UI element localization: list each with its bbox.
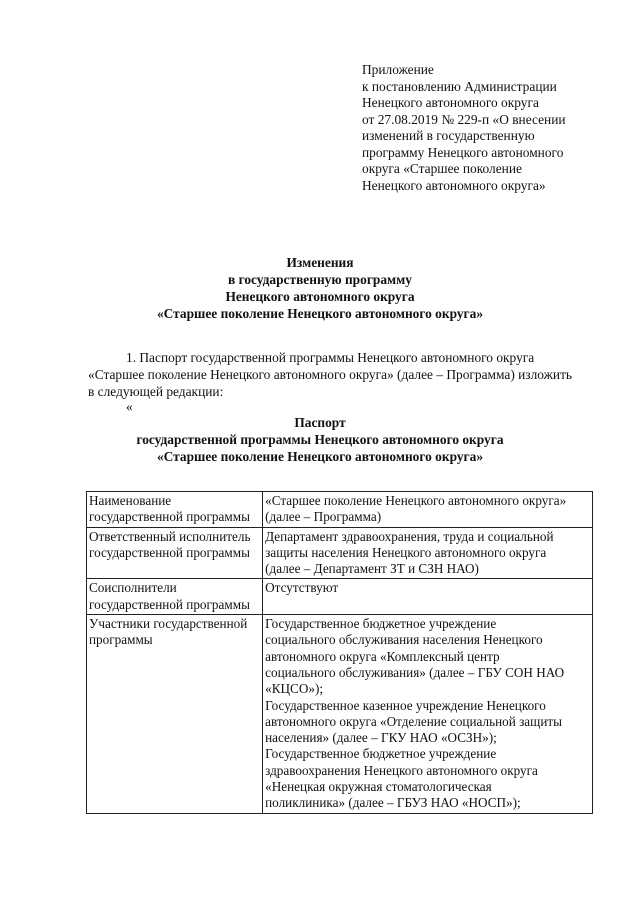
value-line: Департамент здравоохранения, труда и социальной — [265, 528, 554, 544]
title-line: в государственную программу — [228, 272, 412, 287]
title-line: «Старшее поколение Ненецкого автономного округа» — [156, 306, 484, 321]
intro-paragraph — [88, 349, 591, 400]
document-title — [0, 254, 640, 322]
row-value-cell — [263, 615, 593, 814]
paragraph-line: в следующей редакции: — [88, 384, 224, 399]
value-line: «Ненецкая окружная стоматологическая — [265, 779, 492, 795]
row-label-cell — [87, 527, 263, 579]
value-line: «КЦСО»); — [265, 681, 324, 697]
appendix-line: изменений в государственную — [362, 128, 535, 143]
value-line: «Старшее поколение Ненецкого автономного округа» — [265, 493, 567, 508]
value-line: социального обслуживания» (далее – ГБУ СОН НАО — [265, 664, 565, 680]
row-value-cell — [263, 527, 593, 579]
label-line: Соисполнители — [89, 580, 177, 596]
label-line: Участники государственной — [89, 616, 248, 632]
value-line: (далее – Департамент ЗТ и СЗН НАО) — [265, 561, 479, 577]
title-line: Изменения — [286, 255, 354, 270]
value-line: населения» (далее – ГКУ НАО «ОСЗН»); — [265, 730, 497, 746]
label-line: программы — [89, 632, 153, 648]
value-line: (далее – Программа) — [265, 509, 382, 525]
value-line: автономного округа «Отделение социальной защиты — [265, 713, 562, 729]
row-label-cell — [87, 579, 263, 615]
value-line: Государственное бюджетное учреждение — [265, 746, 497, 762]
value-line: Государственное казенное учреждение Ненецкого — [265, 697, 546, 713]
value-line: автономного округа «Комплексный центр — [265, 648, 500, 664]
appendix-line: от 27.08.2019 № 229-п «О внесении — [362, 111, 566, 127]
appendix-block — [362, 62, 622, 194]
appendix-line: округа «Старшее поколение — [362, 161, 522, 176]
label-line: государственной программы — [89, 544, 250, 560]
label-line: Ответственный исполнитель — [89, 528, 251, 544]
label-line: Наименование — [89, 493, 172, 508]
value-line: Государственное бюджетное учреждение — [265, 616, 497, 632]
table-row — [87, 492, 593, 528]
appendix-line: к постановлению Администрации — [362, 78, 557, 94]
passport-title-line: государственной программы Ненецкого автономного округа — [136, 432, 504, 447]
table-row — [87, 579, 593, 615]
value-line: Отсутствуют — [265, 580, 339, 596]
paragraph-line: «Старшее поколение Ненецкого автономного округа» (далее – Программа) изложить — [88, 367, 573, 382]
passport-title — [0, 414, 640, 465]
passport-title-line: «Старшее поколение Ненецкого автономного округа» — [156, 449, 484, 464]
appendix-line: Ненецкого автономного округа — [362, 95, 539, 110]
appendix-line: программу Ненецкого автономного — [362, 144, 564, 160]
value-line: здравоохранения Ненецкого автономного округа — [265, 762, 538, 778]
table-row — [87, 527, 593, 579]
table-row — [87, 615, 593, 814]
value-line: поликлиника» (далее – ГБУЗ НАО «НОСП»); — [265, 795, 521, 811]
appendix-line: Ненецкого автономного округа» — [362, 177, 546, 193]
label-line: государственной программы — [89, 596, 250, 612]
paragraph-line: 1. Паспорт государственной программы Ненецкого автономного округа — [126, 350, 535, 365]
passport-title-line: Паспорт — [294, 415, 346, 430]
title-line: Ненецкого автономного округа — [225, 289, 415, 304]
appendix-line: Приложение — [362, 62, 434, 77]
label-line: государственной программы — [89, 509, 250, 525]
row-value-cell — [263, 579, 593, 615]
passport-table — [86, 491, 593, 814]
value-line: защиты населения Ненецкого автономного округа — [265, 544, 547, 560]
row-label-cell — [87, 615, 263, 814]
opening-quote-mark: « — [126, 399, 133, 414]
row-value-cell — [263, 492, 593, 528]
value-line: социального обслуживания населения Ненецкого — [265, 632, 543, 648]
row-label-cell — [87, 492, 263, 528]
